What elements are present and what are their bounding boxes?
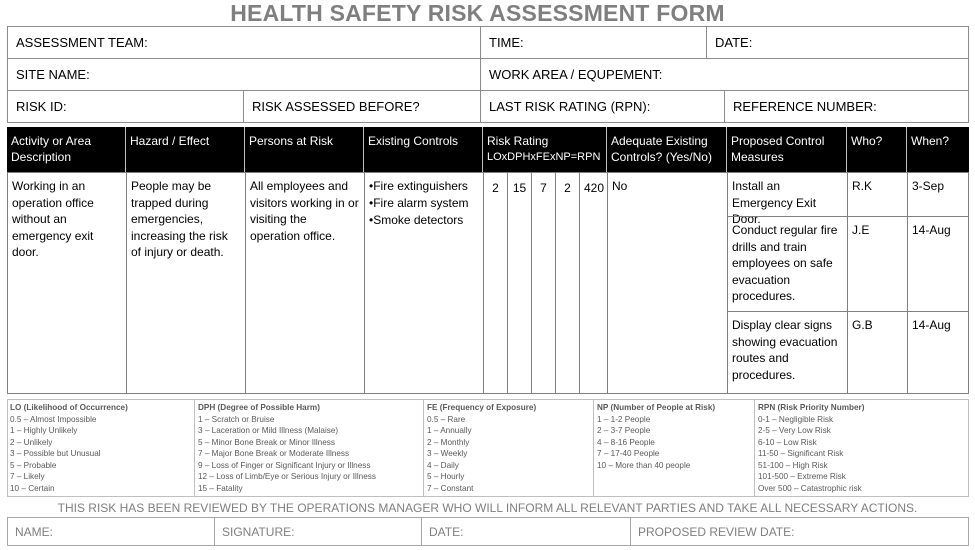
legend-item: 3 – Laceration or Mild Illness (Malaise) (198, 426, 339, 435)
legend-item: 9 – Loss of Finger or Significant Injury or Illness (198, 460, 371, 470)
legend-item: 1 – Highly Unlikely (10, 426, 78, 435)
legend-heading: LO (Likelihood of Occurrence) (10, 403, 128, 412)
site-name-label: SITE NAME: (16, 67, 90, 82)
form-title: HEALTH SAFETY RISK ASSESSMENT FORM (230, 0, 725, 26)
date-field[interactable] (706, 26, 969, 59)
legend-item: 7 – Major Bone Break or Moderate Illness (198, 449, 350, 458)
legend-item: 3 – Possible but Unusual (10, 449, 101, 458)
legend-item: 0.5 – Rare (427, 414, 466, 424)
signature-label: SIGNATURE: (222, 524, 295, 539)
assessment-team-label: ASSESSMENT TEAM: (16, 35, 148, 50)
who-cell[interactable]: R.K (847, 172, 908, 217)
activity-cell[interactable]: Working in an operation office without an emergency exit door. (7, 172, 127, 394)
col-header-hazard: Hazard / Effect (126, 127, 245, 172)
col-header-controls: Existing Controls (364, 127, 483, 172)
control-item: •Fire extinguishers (369, 179, 468, 193)
legend-item: 10 – Certain (10, 483, 55, 493)
legend-item: 11-50 – Significant Risk (758, 449, 844, 458)
legend-item: 2 – Monthly (427, 437, 470, 447)
risk-assessed-before-field[interactable] (243, 90, 481, 123)
col-header-who: Who? (847, 127, 907, 172)
measure-cell[interactable]: Install an Emergency Exit Door. (727, 172, 848, 217)
legend-item: 0-1 – Negligible Risk (758, 414, 834, 424)
col-header-activity: Activity or Area Description (7, 127, 126, 172)
legend-item: 2 – Unlikely (10, 437, 53, 447)
when-cell[interactable]: 3-Sep (907, 172, 969, 217)
col-header-when: When? (907, 127, 969, 172)
measure-cell[interactable]: Conduct regular fire drills and train employees on safe evacuation procedures. (727, 216, 848, 312)
col-header-proposed: Proposed Control Measures (727, 127, 847, 172)
legend-item: 4 – 8-16 People (597, 437, 655, 447)
legend-item: 7 – Likely (10, 472, 45, 481)
rating-np-cell[interactable]: 2 (555, 172, 580, 394)
legend-item: 5 – Minor Bone Break or Minor Illness (198, 437, 335, 447)
legend-item: 1 – Scratch or Bruise (198, 414, 275, 424)
proposed-review-date-label: PROPOSED REVIEW DATE: (638, 524, 795, 539)
legend-lo (7, 400, 195, 496)
legend-fe (424, 400, 594, 496)
rating-fe-cell[interactable]: 7 (531, 172, 556, 394)
risk-rating-formula: LOxDPHxFExNP=RPN (487, 151, 601, 163)
legend-item: 3 – Weekly (427, 449, 468, 458)
assessment-team-field[interactable] (7, 26, 481, 59)
footer-date-field[interactable] (421, 517, 631, 546)
legend-np (594, 400, 755, 496)
rating-dph-cell[interactable]: 15 (507, 172, 532, 394)
date-label: DATE: (715, 35, 753, 50)
col-header-risk-rating (483, 127, 607, 172)
legend-item: 51-100 – High Risk (758, 460, 828, 470)
legend-item: Over 500 – Catastrophic risk (758, 483, 862, 493)
control-item: •Smoke detectors (369, 213, 464, 227)
legend-item: 2 – 3-7 People (597, 426, 651, 435)
signature-field[interactable] (214, 517, 422, 546)
work-area-label: WORK AREA / EQUPEMENT: (489, 67, 663, 82)
col-header-adequate: Adequate Existing Controls? (Yes/No) (607, 127, 727, 172)
work-area-field[interactable] (480, 58, 969, 91)
legend-item: 5 – Hourly (427, 472, 465, 481)
who-cell[interactable]: G.B (847, 311, 908, 394)
last-risk-rating-field[interactable] (480, 90, 725, 123)
footer-date-label: DATE: (429, 524, 464, 539)
adequate-cell[interactable]: No (607, 172, 728, 394)
when-cell[interactable]: 14-Aug (907, 216, 969, 312)
legend-item: 2-5 – Very Low Risk (758, 426, 831, 435)
legend-heading: NP (Number of People at Risk) (597, 403, 716, 412)
persons-cell[interactable]: All employees and visitors working in or visiting the operation office. (245, 172, 365, 394)
review-note: THIS RISK HAS BEEN REVIEWED BY THE OPERATIONS MANAGER WHO WILL INFORM ALL RELEVANT PARTIES AND TAKE ALL NECESSARY ACTIONS. (57, 501, 918, 515)
legend-rpn (755, 400, 969, 496)
legend-heading: DPH (Degree of Possible Harm) (198, 403, 320, 412)
legend-item: 0.5 – Almost Impossible (10, 414, 97, 424)
controls-cell[interactable] (364, 172, 484, 394)
last-risk-rating-label: LAST RISK RATING (RPN): (489, 99, 651, 114)
reference-number-field[interactable] (724, 90, 969, 123)
site-name-field[interactable] (7, 58, 481, 91)
time-label: TIME: (489, 35, 524, 50)
hazard-cell[interactable]: People may be trapped during emergencies, increasing the risk of injury or death. (126, 172, 246, 394)
name-field[interactable] (7, 517, 215, 546)
legend-item: 6-10 – Low Risk (758, 437, 817, 447)
proposed-review-date-field[interactable] (630, 517, 969, 546)
legend-item: 1 – 1-2 People (597, 414, 651, 424)
rating-rpn-cell[interactable]: 420 (579, 172, 608, 394)
control-item: •Fire alarm system (369, 196, 469, 210)
who-cell[interactable]: J.E (847, 216, 908, 312)
legend-heading: FE (Frequency of Exposure) (427, 403, 537, 412)
legend-item: 7 – Constant (427, 483, 474, 493)
rating-lo-cell[interactable]: 2 (483, 172, 508, 394)
legend-item: 15 – Fatality (198, 483, 243, 493)
legend-item: 5 – Probable (10, 460, 57, 470)
legend-item: 10 – More than 40 people (597, 460, 691, 470)
measure-cell[interactable]: Display clear signs showing evacuation routes and procedures. (727, 311, 848, 394)
reference-number-label: REFERENCE NUMBER: (733, 99, 877, 114)
col-header-persons: Persons at Risk (245, 127, 364, 172)
when-cell[interactable]: 14-Aug (907, 311, 969, 394)
legend-item: 101-500 – Extreme Risk (758, 472, 846, 481)
legend-dph (195, 400, 424, 496)
time-field[interactable] (480, 26, 707, 59)
risk-assessed-before-label: RISK ASSESSED BEFORE? (252, 99, 420, 114)
legend-item: 12 – Loss of Limb/Eye or Serious Injury or Illness (198, 472, 376, 481)
risk-id-label: RISK ID: (16, 99, 67, 114)
legend-item: 7 – 17-40 People (597, 449, 660, 458)
risk-id-field[interactable] (7, 90, 244, 123)
legend-item: 4 – Daily (427, 460, 459, 470)
legend-item: 1 – Annually (427, 426, 472, 435)
legend-heading: RPN (Risk Priority Number) (758, 403, 865, 412)
risk-rating-label: Risk Rating (487, 134, 549, 148)
name-label: NAME: (15, 524, 54, 539)
